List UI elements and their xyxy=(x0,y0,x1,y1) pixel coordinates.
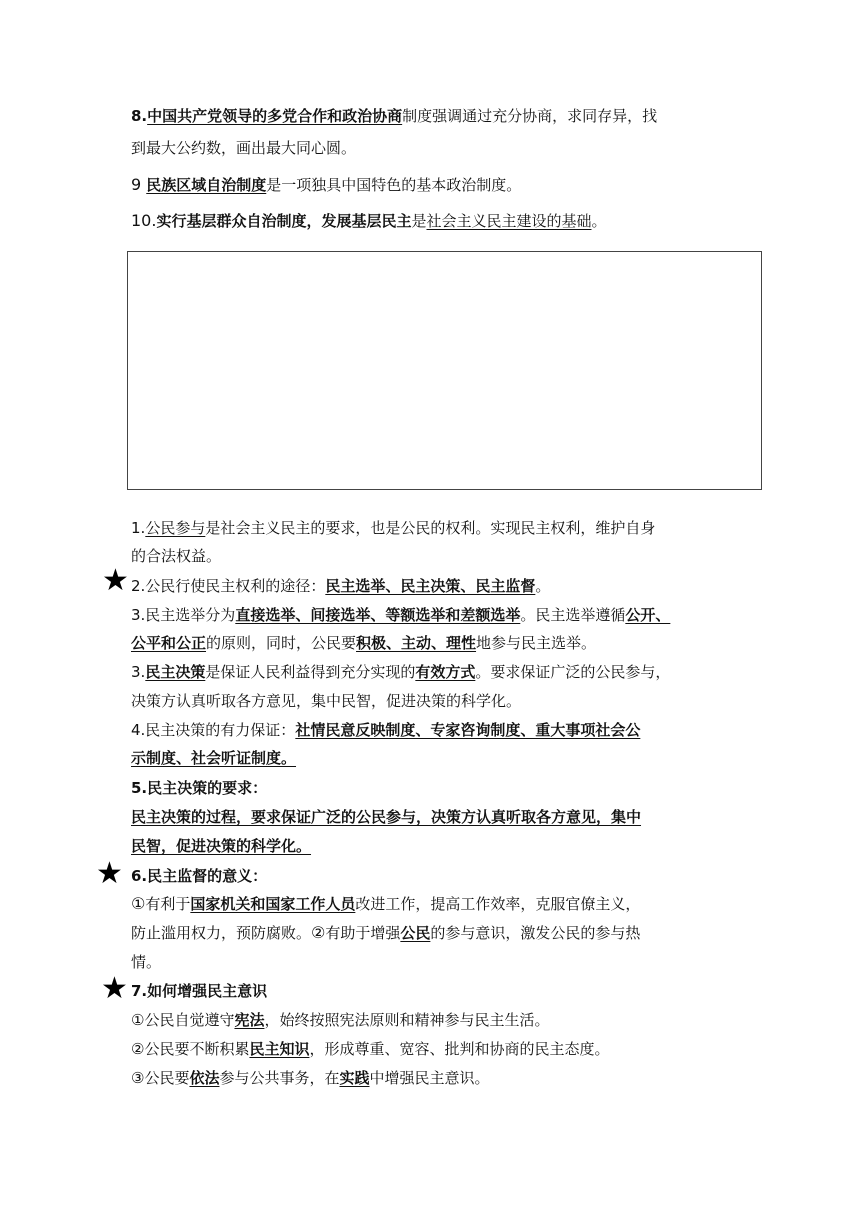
star-icon: ★ xyxy=(101,971,128,1006)
point-3b-cont: 决策方认真听取各方意见，集中民智，促进决策的科学化。 xyxy=(131,692,522,710)
point-7-row-3: ③公民要依法参与公共事务，在实践中增强民主意识。 xyxy=(131,1069,490,1087)
point-5-body: 民主决策的过程，要求保证广泛的公民参与，决策方认真听取各方意见，集中 xyxy=(131,808,642,826)
item-8-cont: 到最大公约数，画出最大同心圆。 xyxy=(131,139,357,157)
point-7-row-1: ①公民自觉遵守宪法，始终按照宪法原则和精神参与民主生活。 xyxy=(131,1011,550,1029)
point-1-cont: 的合法权益。 xyxy=(131,547,222,565)
point-3b: 3.民主决策是保证人民利益得到充分实现的有效方式。要求保证广泛的公民参与， xyxy=(131,663,671,681)
item-8: 8.中国共产党领导的多党合作和政治协商制度强调通过充分协商，求同存异，找 xyxy=(131,107,658,125)
point-3-cont: 公平和公正的原则，同时，公民要积极、主动、理性地参与民主选举。 xyxy=(131,634,597,652)
item-10: 10.实行基层群众自治制度，发展基层民主是社会主义民主建设的基础。 xyxy=(131,211,607,230)
item-9: 9 民族区域自治制度是一项独具中国特色的基本政治制度。 xyxy=(131,175,522,194)
point-5-title: 5.民主决策的要求： xyxy=(131,779,268,797)
point-6-body: ①有利于国家机关和国家工作人员改进工作，提高工作效率，克服官僚主义， xyxy=(131,894,641,913)
point-4-cont: 示制度、社会听证制度。 xyxy=(131,749,297,767)
point-6-body-2: 防止滥用权力，预防腐败。②有助于增强公民的参与意识，激发公民的参与热 xyxy=(131,923,641,942)
point-2: 2.公民行使民主权利的途径：民主选举、民主决策、民主监督。 xyxy=(131,577,551,595)
point-6-body-3: 情。 xyxy=(131,953,162,971)
point-3: 3.民主选举分为直接选举、间接选举、等额选举和差额选举。民主选举遵循公开、 xyxy=(131,606,671,624)
point-7-row-2: ②公民要不断积累民主知识，形成尊重、宽容、批判和协商的民主态度。 xyxy=(131,1040,610,1058)
blank-box xyxy=(127,251,762,490)
point-6-title: 6.民主监督的意义： xyxy=(131,867,268,885)
point-7-title: 7.如何增强民主意识 xyxy=(131,982,268,1000)
star-icon: ★ xyxy=(102,563,129,598)
point-5-body-cont: 民智，促进决策的科学化。 xyxy=(131,837,312,855)
point-1: 1.公民参与是社会主义民主的要求，也是公民的权利。实现民主权利，维护自身 xyxy=(131,519,656,537)
star-icon: ★ xyxy=(96,856,123,891)
point-4: 4.民主决策的有力保证：社情民意反映制度、专家咨询制度、重大事项社会公 xyxy=(131,721,641,739)
